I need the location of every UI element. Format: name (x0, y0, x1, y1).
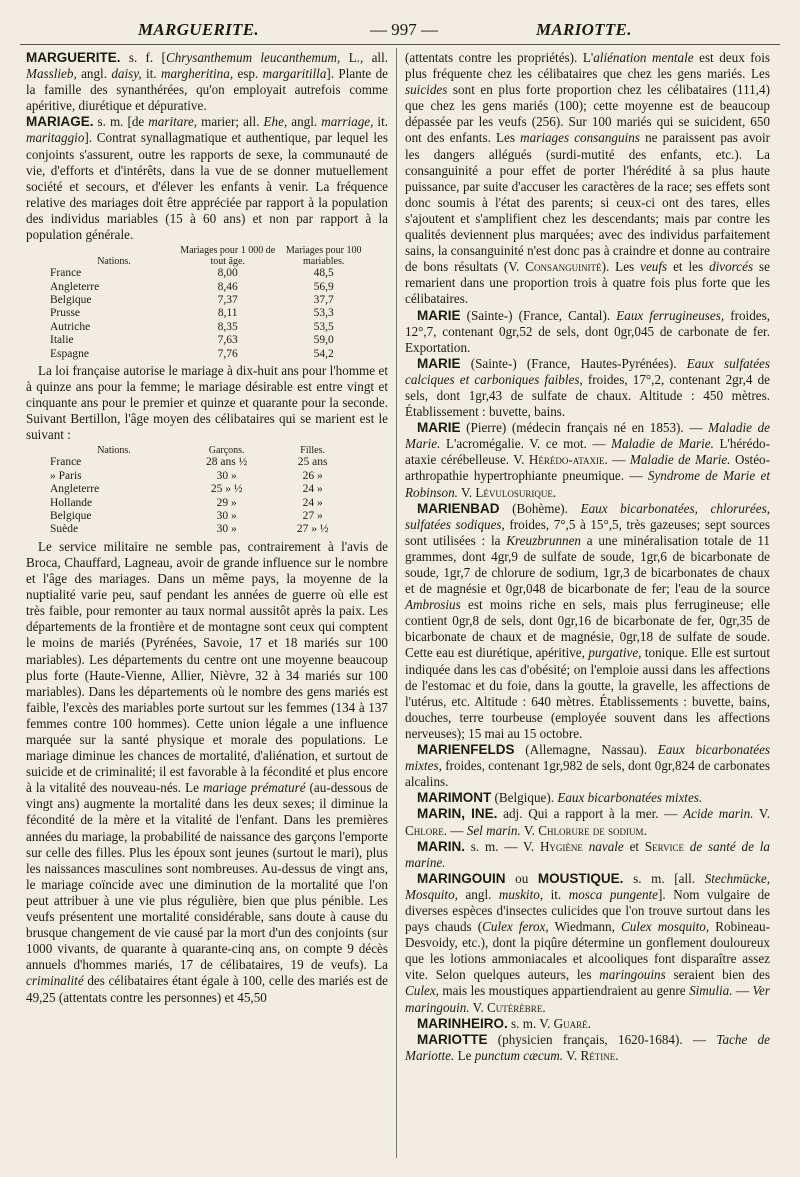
entry-marie-cantal: MARIE (Sainte-) (France, Cantal). Eaux ferrugineuses, froides, 12°,7, contenant 0gr,52 de sels, dont 0gr,045 de carbonate de fer. Exportation. (405, 307, 771, 355)
nation-cell: Espagne (50, 347, 89, 360)
headword: MARINGOUIN (417, 870, 506, 886)
value-cell: 37,7 (313, 293, 334, 306)
nation-cell: Italie (50, 334, 74, 347)
table-row (50, 294, 370, 307)
table-header-per-1000: Mariages pour 1 000 de tout âge. (180, 245, 276, 268)
table-header-row (50, 445, 350, 456)
table-row (50, 281, 370, 294)
entry-marie-pyrenees: MARIE (Sainte-) (France, Hautes-Pyrénées). Eaux sulfatées calciques et carboniques faibles, froides, 17°,2, contenant 2gr,4 de sels, dont 1gr,43 de sulfate de chaux. Altitude : 450 mètres. Établissement : buvette, bains. (405, 355, 770, 420)
nation-cell: Belgique (50, 510, 92, 523)
table-row (50, 470, 350, 483)
entry-marinheiro: MARINHEIRO. s. m. V. Guaré. (417, 1015, 591, 1031)
value-cell: 48,5 (313, 267, 334, 280)
value-cell: 24 » (302, 496, 323, 509)
table-body (50, 456, 350, 536)
value-cell: 8,35 (217, 320, 238, 333)
headword: MARIE (417, 307, 461, 323)
value-cell: 29 » (216, 496, 237, 509)
entry-marin-ine: MARIN, INE. adj. Qui a rapport à la mer. — Acide marin. V. Chlore. — Sel marin. V. Chlorure de sodium. (405, 806, 770, 838)
table-row (50, 334, 370, 347)
table-body (50, 267, 370, 361)
nation-cell: Hollande (50, 496, 93, 509)
table-header-men: Garçons. (208, 445, 245, 457)
entry-marie-pierre: MARIE (Pierre) (médecin français né en 1853). — Maladie de Marie. L'acromégalie. V. ce mot. — Maladie de Marie. L'hérédo-ataxie cérébelleuse. V. Hérédo-ataxie. — Maladie de Marie. Ostéo-arthropathie hypertrophiante pneumique. — Syndrome de Marie et Robinson. V. Lévulosurique. (405, 420, 771, 500)
header-rule (20, 44, 780, 45)
table-row (50, 307, 370, 320)
nation-cell: Prusse (50, 307, 81, 320)
entry-marguerite: MARGUERITE. s. f. [Chrysanthemum leucanthemum, L., all. Masslieb, angl. daisy, it. margheritina, esp. margaritilla]. Plante de la famille des synanthérées, qu'on employait autrefois comme apéritive, diurétique et dépurative. (26, 50, 389, 114)
value-cell: 7,63 (217, 334, 238, 347)
table-header-row (50, 245, 370, 267)
headword: MARIOTTE (417, 1031, 488, 1047)
value-cell: 25 » ½ (210, 483, 243, 496)
paragraph-legal-age: La loi française autorise le mariage à dix-huit ans pour l'homme et à quinze ans pour la femme; le mariage désirable est entre vingt et cinquante ans pour le premier et quinze et quarante pour la seconde. Suivant Bertillon, l'âge moyen des célibataires qui se marient est le suivant : (26, 362, 388, 443)
table-row (50, 321, 370, 334)
nation-cell: France (50, 267, 82, 280)
nation-cell: Angleterre (50, 483, 100, 496)
value-cell: 27 » ½ (296, 523, 329, 536)
headword: MARIAGE. (26, 114, 94, 130)
running-header (0, 20, 800, 42)
headword: MARIE (417, 355, 461, 371)
table-row (50, 510, 350, 523)
headword: MARGUERITE. (26, 50, 121, 65)
headword: MARIMONT (417, 790, 492, 806)
value-cell: 7,76 (217, 347, 238, 360)
column-divider (396, 48, 397, 1158)
value-cell: 7,37 (217, 293, 238, 306)
mean-age-table (50, 445, 350, 536)
right-column (405, 50, 770, 1064)
nation-cell: » Paris (50, 469, 82, 482)
entry-marienfelds: MARIENFELDS (Allemagne, Nassau). Eaux bicarbonatées mixtes, froides, contenant 1gr,982 de sels, dont 0gr,824 de carbonates alcalins. (405, 742, 771, 790)
value-cell: 56,9 (313, 280, 334, 293)
nation-cell: Autriche (50, 320, 91, 333)
value-cell: 30 » (216, 510, 237, 523)
header-right-guide-word: MARIOTTE. (536, 20, 632, 39)
table-row (50, 497, 350, 510)
nation-cell: Belgique (50, 293, 92, 306)
value-cell: 30 » (216, 523, 237, 536)
headword-alt: MOUSTIQUE. (537, 870, 624, 886)
table-row (50, 348, 370, 361)
headword: MARIN, INE. (417, 806, 498, 822)
entry-mariage: MARIAGE. s. m. [de maritare, marier; all. Ehe, angl. marriage, it. maritaggio]. Contrat synallagmatique et authentique, par lequel les conjoints s'assurent, outre les rapports de sexe, la communauté de vie, d'efforts et d'intérêts, dans la vue de se donner mutuellement société et secours, et d'élever les enfants à venir. La fréquence relative des mariages doit être appréciée par rapport à la population des individus mariables (15 à 60 ans) et non par rapport à la population générale. (26, 114, 389, 243)
entry-marienbad: MARIENBAD (Bohème). Eaux bicarbonatées, chlorurées, sulfatées sodiques, froides, 7°,5 à 15°,5, très gazeuses; sept sources sont utilisées : la Kreuzbrunnen a une minéralisation totale de 11 grammes, dont 4gr,9 de sulfate de soude, 1gr,6 de bicarbonate de soude, 1gr,7 de chlorure de sodium, 1gr,3 de bicarbonates de chaux et de magnésie et 0gr,048 de bicarbonate de fer; l'eau de la source Ambrosius est moins riche en sels, mais plus ferrugineuse; elle contient 0gr,8 de sels, dont 0gr,16 de bicarbonate de fer, 0gr,35 de bicarbonate de chaux et de magnésie, 0gr,18 de sulfate de soude. Cette eau est diurétique, apéritive, purgative, tonique. Elle est surtout indiquée dans les cas d'obésité; on l'emploie aussi dans les affections de l'estomac et du foie, dans la goutte, la gravelle, les affections de l'utérus, etc. Altitude : 640 mètres. Établissements : buvette, bains, douches, terre tourbeuse (employée souvent dans les affections nerveuses); 15 mai au 15 octobre. (405, 500, 771, 741)
value-cell: 53,5 (313, 320, 334, 333)
entry-marimont: MARIMONT (Belgique). Eaux bicarbonatées mixtes. (417, 790, 703, 806)
table-header-per-100: Mariages pour 100 mariables. (285, 245, 362, 268)
table-row (50, 456, 350, 469)
paragraph-continuation: (attentats contre les propriétés). L'aliénation mentale est deux fois plus fréquente chez les célibataires que chez les gens mariés. Les suicides sont en plus forte proportion chez les célibataires (111,4) que chez les gens mariés (100); cette moyenne est de beaucoup dépassée par les veufs (256). Sur 100 mariés qui se suicident, 650 ont des enfants. Les mariages consanguins ne paraissent pas avoir les dangers allégués (surdi-mutité des enfants, etc.). La consanguinité a pour effet de porter l'hérédité à sa plus haute puissance, par suite d'accuser les caractères de la race; ses effets sont donc soumis à l'état des parents; si ceux-ci ont des tares, elles s'ajoutent et s'amplifient chez les descendants; mais par contre les qualités deviennent plus marquées; avec des individus parfaitement sains, la consanguinité n'est donc pas à craindre et donne au contraire de bons résultats (V. Consanguinité). Les veufs et les divorcés se remarient dans une proportion trois à quatre fois plus forte que les célibataires. (405, 50, 771, 307)
table-row (50, 523, 350, 536)
value-cell: 30 » (216, 469, 237, 482)
headword: MARIENBAD (417, 500, 500, 516)
nation-cell: Suède (50, 523, 79, 536)
value-cell: 8,00 (217, 267, 238, 280)
value-cell: 8,11 (217, 307, 238, 320)
table-header-nations: Nations. (97, 445, 131, 457)
value-cell: 25 ans (297, 456, 328, 469)
nation-cell: France (50, 456, 82, 469)
table-row (50, 483, 350, 496)
table-row (50, 267, 370, 280)
entry-mariotte: MARIOTTE (physicien français, 1620-1684). — Tache de Mariotte. Le punctum cæcum. V. Rétine. (405, 1031, 770, 1063)
headword: MARIENFELDS (417, 742, 515, 758)
paragraph-military-service: Le service militaire ne semble pas, contrairement à l'avis de Broca, Chauffard, Lagneau, avoir de grande influence sur le nombre et l'âge des mariages. Dans un même pays, la moyenne de la nuptialité varie peu, sauf pendant les années de guerre où elle est très faible, pour remonter au taux normal aussitôt après la paix. Les départements de la frontière et de montagne sont ceux qui comptent le moins de mariés (Pyrénées, Savoie, 17 et 18 mariés sur 100 mariables). Les départements du centre ont une moyenne beaucoup plus forte (Haute-Vienne, Allier, Nièvre, 32 à 34 mariés sur 100 mariables). Dans les départements où le nombre des gens mariés est faible, l'excès des mariables porte surtout sur les femmes (134 à 137 femmes contre 100 hommes). Cette union légale a une influence marquée sur la santé physique et morale des populations. Le mariage diminue les chances de mortalité, d'aliénation, et surtout de suicide et de criminalité; il est favorable à la fécondité et plus encore à la vitalité des nouveau-nés. Le mariage prématuré (au-dessous de vingt ans) augmente la mortalité dans les deux sexes; il diminue la fécondité de la mère et la vitalité de l'enfant. Dans les premières années du mariage, la probabilité de naissance des garçons l'emporte sur celle des filles. Plus les époux sont jeunes (surtout le mari), plus les naissances masculines sont nombreuses. Au-dessus de vingt ans, le mariage coïncide avec une diminution de la mortalité que l'on peut attribuer à une vie plus régulière, bien que plus pénible. Les veufs présentent une mortalité considérable, sans doute à cause du brusque changement de vie causé par la mort d'un des conjoints (sur 1000 vivants, de quarante à quarante-cinq ans, on compte 9 décès annuels d'hommes mariés, 17 de célibataires, 19 de veufs). La criminalité des célibataires étant égale à 100, celle des mariés est de 49,25 (attentats contre les personnes) et 45,50 (26, 538, 389, 1005)
headword: MARIN. (417, 838, 465, 854)
value-cell: 59,0 (313, 334, 334, 347)
headword: MARIE (417, 420, 461, 436)
table-header-nations: Nations. (97, 256, 131, 268)
left-column (26, 50, 388, 1006)
value-cell: 26 » (302, 469, 323, 482)
table-header-women: Filles. (300, 445, 326, 457)
marriage-rate-table (50, 245, 370, 361)
entry-marin-sm: MARIN. s. m. — V. Hygiène navale et Service de santé de la marine. (405, 838, 770, 870)
nation-cell: Angleterre (50, 280, 100, 293)
value-cell: 53,3 (313, 307, 334, 320)
value-cell: 24 » (302, 483, 323, 496)
value-cell: 27 » (302, 510, 323, 523)
page-number: — 997 — (370, 20, 438, 39)
value-cell: 28 ans ½ (206, 456, 248, 469)
entry-maringouin: MARINGOUIN ou MOUSTIQUE. s. m. [all. Stechmücke, Mosquito, angl. muskito, it. mosca pungente]. Nom vulgaire de diverses espèces d'insectes culicides que l'on trouve surtout dans les pays chauds (Culex ferox, Wiedmann, Culex mosquito, Robineau-Desvoidy, etc.), dont la piqûre détermine un gonflement douloureux que les lotions ammoniacales et alcooliques font disparaître assez vite. Selon quelques auteurs, les maringouins seraient bien des Culex, mais les moustiques appartiendraient au genre Simulia. — Ver maringouin. V. Cutérèbre. (405, 870, 770, 1015)
value-cell: 54,2 (313, 347, 334, 360)
header-left-guide-word: MARGUERITE. (138, 20, 259, 39)
value-cell: 8,46 (217, 280, 238, 293)
headword: MARINHEIRO. (417, 1015, 508, 1031)
